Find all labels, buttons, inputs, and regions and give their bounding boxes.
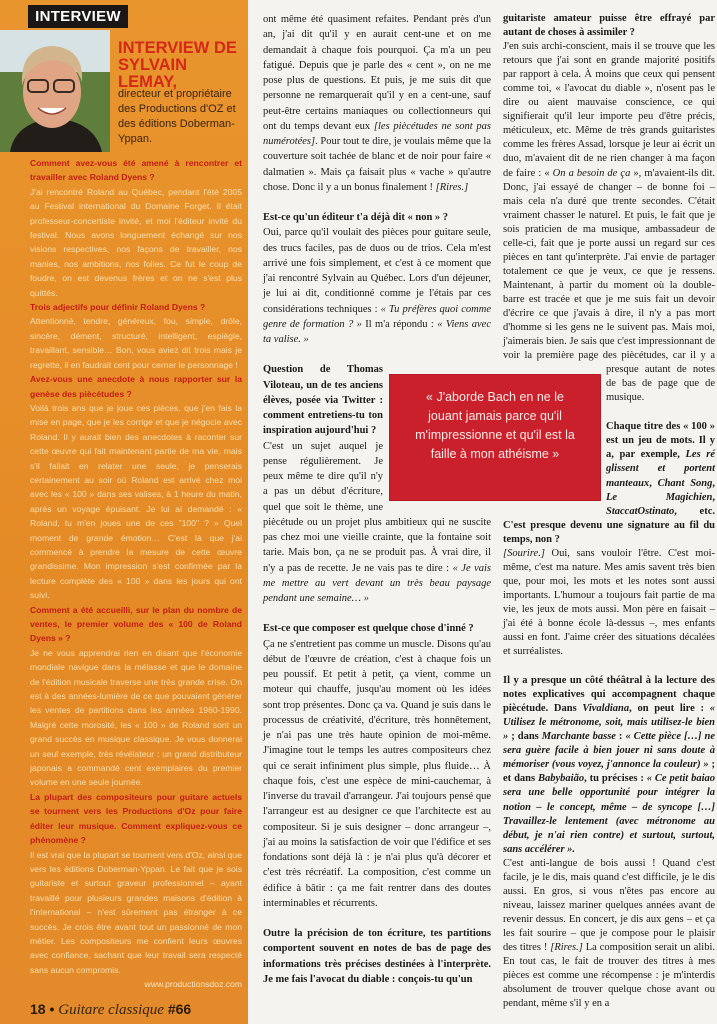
interview-question: [263, 621, 491, 636]
text-run: , tu précises :: [584, 773, 647, 785]
interview-question: [263, 210, 491, 225]
italic-text: « Viens avec ta valise. »: [263, 318, 491, 345]
text-run: Ça ne s'entretient pas comme un muscle. Disons qu'au début de l'œuvre de création, c'est à chaque fois un peu poussif. Et petit à petit, ça vient, comme un moteur qui chauffe, jusqu'au moment où les idées sont trop présentes. Donc ça va. Quand je suis dans le processus de créativité, d'écriture, très honnêtement, je n'ai pas une très haute opinion de moi-même. J'imagine tout le temps les autres compositeurs chez qui ce serait infiniment plus simple, plus fluide… À chaque fois, c'est une espèce de mini-cauchemar, à l'inverse du travail d'arrangeur. J'ai toujours pensé que l'arrangeur est au designer ce que l'architecte est au compositeur. Si je suis designer – donc arrangeur –, j'ai au moins la satisfaction de voir que l'édifice et ses fondations sont déjà là : je n'ai plus qu'à décorer et c'est très récréatif. La composition, c'est comme un édifice à bâtir : ça me fait rentrer dans des doutes interminables et récurrents.: [263, 638, 491, 909]
text-run: ont même été quasiment refaites. Pendant près d'un an, j'ai dit qu'il y en aurait cent-une et on me demandait à chaque fois pourquoi. Ça m'a un peu fatigué. Depuis que je parle des « cent », on ne me pose plus de questions. Et puis, je me suis dit que personne ne remarquerait qu'il y en a cent-une, sauf peut-être certains maniaques ou collectionneurs qui ont du temps devant eux: [263, 14, 491, 132]
title-line: INTERVIEW DE: [118, 39, 237, 57]
italic-text: [Sourire.]: [503, 547, 545, 559]
interview-answer: Il est vrai que la plupart se tournent vers d'Oz, ainsi que vers les éditions Doberman-Yppan. Le fait que je sois guitariste et surtout graveur professionnel – ayant travaillé pour plusieurs grandes maisons d'édition à l'international – n'est sûrement pas étranger à ce succès. Je crois être avant tout un passionné de mon métier. Les compositeurs me confient leurs œuvres avec confiance, sachant que leur travail sera respecté sans aucun compromis.: [30, 849, 242, 975]
text-run: Chaque titre des « 100 » est un jeu de mots. Il y a, par exemple,: [606, 421, 715, 461]
website-link[interactable]: www.productionsdoz.com: [144, 979, 242, 990]
page-footer: 18 • Guitare classique #66: [30, 1001, 192, 1018]
italic-text: Marchante basse: [541, 731, 616, 743]
interview-title: [118, 40, 246, 91]
interview-question: [503, 12, 715, 40]
text-run: Il y a presque un côté théâtral à la lecture des notes explicatives qui accompagnent chaque piècétude. Dans: [503, 675, 715, 715]
interview-answer: Voilà trois ans que je joue ces pièces, que j'en fais la mise en page, que je les corrige et que je négocie avec Roland. Il y aurait bien des anecdotes à raconter sur cette œuvre qui fait maintenant partie de ma vie, mais s'il fallait en relater une seule, je penserais certainement au soir où Roland est arrivé chez moi avec les « 100 » dans ses valises, à 1 heure du matin, après un voyage épuisant. Je lui ai demandé : « Roland, tu m'en joues une de ces "100" ? » Quel moment de grande émotion… C'est là que j'ai commencé à prendre la mesure de cette œuvre grandissime. Mon impression s'est confirmée par la lecture complète des « 100 » dans les jours qui ont suivi.: [30, 402, 242, 601]
italic-text: [les piècétudes ne sont pas numérotées]: [263, 120, 491, 147]
article-column-right: [503, 12, 715, 1011]
portrait-image: [0, 30, 110, 152]
text-run: ,: [649, 477, 658, 489]
interview-answer: [263, 12, 491, 195]
text-run: . Pour tout te dire, je voulais même que la couverture soit tachée de blanc et de noir pour faire « dalmatien ». Mais ça faisait plus « vache » qu'autre chose. Donc il y a un bonus finalement !: [263, 136, 491, 193]
text-run: , on peut lire :: [629, 703, 710, 715]
text-run: C'est anti-langue de bois aussi ! Quand c'est facile, je le dis, mais quand c'est difficile, je le dis aussi. En gros, si vous n'êtes pas encore au niveau, laissez mariner quelques années avant de revenir dessus. En concert, je dis aux gens – et ça les fait sourire – que je compose pour le plaisir des titres !: [503, 857, 715, 953]
page-number: 18: [30, 1001, 46, 1017]
interview-answer: [503, 547, 715, 659]
interview-question: Comment avez-vous été amené à rencontrer et travailler avec Roland Dyens ?: [30, 158, 242, 183]
interview-answer: [263, 637, 491, 912]
interview-question: [503, 674, 715, 857]
italic-text: StaccatOstinato: [606, 505, 675, 517]
text-run: Oui, sans vouloir l'être. C'est moi-même, c'est ma nature. Mes amis savent très bien que, pour moi, les mots et les notes sont aussi importants. L'humour a toujours fait partie de ma vie, les jeux de mots aussi. Mon père en faisait – j'ai été à bonne école là-dessus –, mes enfants aussi en font. J'aime créer des situations décalées et surréalistes.: [503, 547, 715, 658]
interview-question: Avez-vous une anecdote à nous rapporter sur la genèse des piècétudes ?: [30, 374, 242, 399]
text-run: c'est impressionnant de voir la première page des piècétudes, car il y a presque autant de notes de bas de page que de musique.: [503, 336, 716, 404]
text-run: ,: [712, 477, 715, 489]
text-run: La composition serait un alibi. En tout cas, le fait de trouver des titres à mes pièces est comme une récompense : je m'interdis absolument de trouver quelque chose avant ou pendant, même s'il y en a: [503, 942, 715, 1010]
text-run: , etc. C'est presque devenu une signature au fil du temps, non ?: [503, 505, 715, 545]
italic-text: Chant Song: [657, 477, 713, 489]
italic-text: [Rires.]: [435, 181, 469, 193]
text-run: C'est un sujet auquel je pense régulièrement. Je peux même te dire qu'il n'y a pas un début d'écriture, quel que soit le thème, une piècétude ou un projet plus ambitieux qui ne suscite pas chez moi une vieille crainte, que la fontaine soit tarie. Mais bon, ça ne se produit pas. À vrai dire, il n'y a pas de recette. Je ne vais pas te dire :: [263, 440, 491, 574]
italic-text: « Utilisez le métronome, soit, mais utilisez-le bien »: [503, 703, 715, 743]
text-run: Oui, parce qu'il voulait des pièces pour guitare seule, des trucs faciles, pas de duos ou de trios. Cela m'est arrivé une fois simplement, et c'est à ce moment que j'ai rencontré Sylvain au Québec. Lors d'un déjeuner, je lui ai dit, conditionné comme je l'étais par ces considérations techniques :: [263, 227, 491, 315]
text-run: Question de Thomas Viloteau, un de tes anciens élèves, posée via Twitter : comment entretiens-tu ton inspiration aujourd'hui ?: [263, 364, 383, 437]
text-run: J'en suis archi-conscient, mais il se trouve que les retours que j'ai sont en grande majorité positifs par rapport à cela. À moins que ceux qui pensent comme toi, « l'avocat du diable », n'osent pas le dire ou aient mauvaise conscience, ce qui signifierait qu'il leur importe peu d'être précis, méticuleux, etc. Même de très grands guitaristes comme les frères Assad, lorsque je leur ai écrit un duo, m'avaient dit de ne rien changer à ma façon de faire : «: [503, 41, 715, 179]
text-run: ; dans: [508, 731, 542, 743]
text-run: :: [615, 731, 626, 743]
interview-question: Trois adjectifs pour définir Roland Dyens ?: [30, 302, 206, 313]
italic-text: « Tu préfères quoi comme genre de formation ? »: [263, 303, 491, 330]
text-run: Est-ce que composer est quelque chose d'inné ?: [263, 623, 474, 635]
interview-answer: [263, 225, 491, 347]
italic-text: Babybaião: [538, 773, 585, 785]
interview-answer: [503, 40, 715, 405]
interview-question: [263, 926, 491, 987]
italic-text: « Cette pièce […] ne sera guère facile à bien jouer ni sans doute à mémoriser (vous voyez, j'annonce la couleur) »: [503, 731, 715, 771]
interview-answer: Attentionné, tendre, généreux, fou, simple, drôle, sincère, dément, structuré, intelligent, espiègle, travaillant, sensible… Bon, vous aviez dit trois mais je regrette, il en faudrait cent pour cerner le personnage !: [30, 316, 242, 370]
interview-subtitle: directeur et propriétaire des Productions d'OZ et des éditions Doberman-Yppan.: [118, 88, 236, 145]
italic-text: On a besoin de ça: [552, 167, 631, 179]
magazine-name: Guitare classique: [58, 1002, 164, 1018]
pull-quote: « J'aborde Bach en ne le jouant jamais parce qu'il m'impressionne et qu'il est la faille à mon athéisme »: [390, 375, 600, 500]
issue-number: #66: [167, 1001, 192, 1017]
text-run: ,: [712, 491, 715, 503]
italic-text: Le Magichien: [606, 491, 713, 503]
sidebar-interview-text: [30, 156, 242, 992]
text-run: », m'avaient-ils dit. Donc, j'ai essayé de changer – de bonne foi – mais cela n'a duré que trente secondes. C'était vraiment chasser le naturel. Et puis, le fait que je sois praticien de ma musique, ambassadeur de celle-ci, fait que je porte aussi un regard sur ces pièces en tant qu'interprète. J'ai envie de partager totalement ce que je veux, ce que je ressens. Maintenant, à partir du moment où la double-barre est tracée et que je me suis fait un devoir d'écrire ce que j'avais à dire, il n'y a pas mort d'homme si les gens ne le suivent pas. Mais moi, j'aimerais bien. Je sais que: [503, 167, 715, 348]
title-line: SYLVAIN LEMAY,: [118, 56, 188, 91]
portrait-photo: [0, 30, 110, 152]
interview-answer: J'ai rencontré Roland au Québec, pendant l'été 2005 au Festival international du Domaine Forget. Il était professeur-concertiste invité, et moi l'éditeur invité du festival. Nous avons longuement échangé sur nos visions respectives, nos façons de travailler, nos manies, nos ambitions, nos folies. Ce fut le coup de foudre, on est devenus frères et on ne s'est plus quittés.: [30, 186, 242, 298]
interview-answer: [503, 857, 715, 1012]
text-run: Est-ce qu'un éditeur t'a déjà dit « non » ?: [263, 212, 449, 223]
italic-text: « Ce petit baiao sera une belle opportunité pour intégrer la notion – le concept, même – de syncope […] Travaillez-le lentement (avec métronome au début, je n'ai rien contre) et surtout, surtout, sans accélérer ».: [503, 773, 715, 855]
section-tag: INTERVIEW: [28, 5, 128, 28]
italic-text: Vivaldiana: [582, 703, 630, 715]
italic-text: [Rires.]: [550, 942, 583, 953]
italic-text: Les ré glissent et portent manteaux: [606, 449, 715, 489]
interview-question: Comment a été accueilli, sur le plan du nombre de ventes, le premier volume des « 100 de Roland Dyens » ?: [30, 604, 242, 644]
text-run: guitariste amateur puisse être effrayé par autant de choses à assimiler ?: [503, 13, 715, 39]
text-run: Il m'a répondu :: [361, 318, 438, 330]
interview-question: La plupart des compositeurs pour guitare actuels se tournent vers les Productions d'Oz pour faire éditer leur musique. Comment expliquez-vous ce phénomène ?: [30, 791, 242, 846]
text-run: ; et dans: [503, 759, 715, 785]
text-run: Outre la précision de ton écriture, tes partitions comportent souvent en notes de bas de page des informations très précises destinées à l'interprète. Je me fais l'avocat du diable : conçois-tu qu'un: [263, 928, 491, 985]
italic-text: « Je vais me mettre au vert devant un très beau paysage pendant une semaine… »: [263, 562, 491, 604]
interview-answer: Je ne vous apprendrai rien en disant que l'économie mondiale navigue dans la mélasse et que le domaine de l'édition musicale traverse une très grande crise. On est à des années-lumière de ce que pouvaient générer les ventes de partitions dans les années 1960-1990. Malgré cette morosité, les « 100 » de Roland sont un grand succès en musique classique. Je vous donnerai un seul exemple, très révélateur : un grand distributeur japonais a commandé cent exemplaires du premier volume en une seule journée.: [30, 647, 242, 788]
